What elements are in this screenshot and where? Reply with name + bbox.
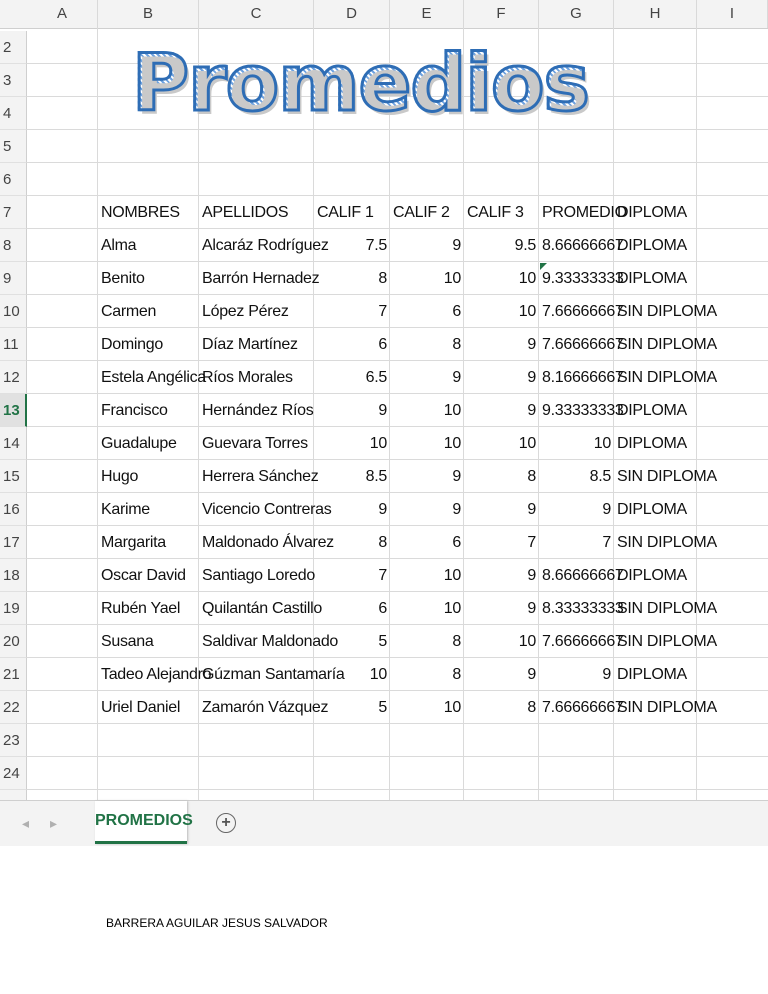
cell-calif-3[interactable]: 9 [527,336,536,353]
cell-calif-3[interactable]: 8 [527,699,536,716]
column-header-g[interactable]: G [539,0,614,28]
row-header-5[interactable]: 5 [0,130,27,163]
cell-nombre[interactable]: Guadalupe [101,435,177,452]
cell-calif-3[interactable]: 9.5 [514,237,536,254]
header-cell-calif-2[interactable]: CALIF 2 [393,204,450,221]
cell-apellido[interactable]: Vicencio Contreras [202,501,332,518]
grid-hline [27,162,768,163]
cell-nombre[interactable]: Benito [101,270,145,287]
row-header-13[interactable]: 13 [0,394,27,427]
cell-nombre[interactable]: Domingo [101,336,163,353]
cell-calif-3[interactable]: 9 [527,402,536,419]
cell-nombre[interactable]: Francisco [101,402,168,419]
cell-diploma[interactable]: SIN DIPLOMA [617,336,717,353]
row-header-22[interactable]: 22 [0,691,27,724]
row-header-11[interactable]: 11 [0,328,27,361]
cell-diploma[interactable]: SIN DIPLOMA [617,534,717,551]
row-header-24[interactable]: 24 [0,757,27,790]
row-header-17[interactable]: 17 [0,526,27,559]
cell-calif-2[interactable]: 8 [452,336,461,353]
title-wordart[interactable] [132,36,589,132]
cell-promedio[interactable]: 8.66666667 [542,237,624,254]
column-header-d[interactable]: D [314,0,390,28]
row-header-23[interactable]: 23 [0,724,27,757]
cell-diploma[interactable]: DIPLOMA [617,435,687,452]
cell-nombre[interactable]: Karime [101,501,150,518]
cell-calif-3[interactable]: 7 [527,534,536,551]
cell-calif-1[interactable]: 5 [378,699,387,716]
row-header-4[interactable]: 4 [0,97,27,130]
cell-calif-2[interactable]: 8 [452,666,461,683]
sheet-tab-promedios[interactable]: PROMEDIOS [95,801,187,844]
cell-calif-1[interactable]: 7 [378,303,387,320]
cell-apellido[interactable]: Alcaráz Rodríguez [202,237,329,254]
header-cell-calif-1[interactable]: CALIF 1 [317,204,374,221]
cell-promedio[interactable]: 9 [602,666,611,683]
cell-calif-3[interactable]: 9 [527,369,536,386]
cell-calif-2[interactable]: 6 [452,303,461,320]
column-header-e[interactable]: E [390,0,464,28]
cell-promedio[interactable]: 8.5 [589,468,611,485]
cell-calif-1[interactable]: 9 [378,402,387,419]
cell-promedio[interactable]: 7.66666667 [542,633,624,650]
cell-nombre[interactable]: Susana [101,633,154,650]
cell-apellido[interactable]: Hernández Ríos [202,402,314,419]
cell-calif-3[interactable]: 10 [518,303,536,320]
cell-nombre[interactable]: Estela Angélica [101,369,206,386]
cell-nombre[interactable]: Margarita [101,534,166,551]
row-header-3[interactable]: 3 [0,64,27,97]
row-header-20[interactable]: 20 [0,625,27,658]
cell-apellido[interactable]: Barrón Hernadez [202,270,320,287]
cell-nombre[interactable]: Carmen [101,303,157,320]
cell-promedio[interactable]: 7 [602,534,611,551]
cell-apellido[interactable]: Zamarón Vázquez [202,699,329,716]
row-header-6[interactable]: 6 [0,163,27,196]
cell-calif-1[interactable]: 10 [369,666,387,683]
cell-calif-3[interactable]: 9 [527,567,536,584]
row-header-21[interactable]: 21 [0,658,27,691]
row-header-15[interactable]: 15 [0,460,27,493]
cell-diploma[interactable]: SIN DIPLOMA [617,699,717,716]
next-sheet-icon[interactable]: ▸ [50,815,58,831]
row-header-8[interactable]: 8 [0,229,27,262]
grid-hline [27,789,768,790]
row-header-2[interactable]: 2 [0,31,27,64]
cell-calif-3[interactable]: 8 [527,468,536,485]
cell-calif-1[interactable]: 6.5 [365,369,387,386]
cell-diploma[interactable]: DIPLOMA [617,402,687,419]
column-header-f[interactable]: F [464,0,539,28]
cell-calif-2[interactable]: 10 [443,600,461,617]
cell-calif-1[interactable]: 8.5 [365,468,387,485]
cell-apellido[interactable]: Guevara Torres [202,435,308,452]
cell-diploma[interactable]: SIN DIPLOMA [617,600,717,617]
cell-promedio[interactable]: 9.33333333 [542,270,624,287]
cell-nombre[interactable]: Alma [101,237,137,254]
column-header-c[interactable]: C [199,0,314,28]
cell-nombre[interactable]: Tadeo Alejandro [101,666,212,683]
cell-calif-1[interactable]: 7.5 [365,237,387,254]
cell-calif-2[interactable]: 6 [452,534,461,551]
column-header-a[interactable]: A [27,0,98,28]
row-header-19[interactable]: 19 [0,592,27,625]
header-cell-nombre[interactable]: NOMBRES [101,204,180,221]
cell-calif-1[interactable]: 8 [378,270,387,287]
cell-promedio[interactable]: 7.66666667 [542,699,624,716]
cell-calif-3[interactable]: 10 [518,270,536,287]
cell-apellido[interactable]: Saldivar Maldonado [202,633,339,650]
cell-calif-3[interactable]: 9 [527,666,536,683]
cell-calif-2[interactable]: 10 [443,435,461,452]
error-indicator-icon[interactable] [540,263,547,270]
cell-promedio[interactable]: 7.66666667 [542,336,624,353]
cell-promedio[interactable]: 8.33333333 [542,600,624,617]
cell-calif-2[interactable]: 9 [452,237,461,254]
cell-promedio[interactable]: 10 [593,435,611,452]
cell-diploma[interactable]: DIPLOMA [617,567,687,584]
cell-nombre[interactable]: Rubén Yael [101,600,181,617]
row-header-9[interactable]: 9 [0,262,27,295]
cell-calif-3[interactable]: 9 [527,600,536,617]
cell-calif-1[interactable]: 9 [378,501,387,518]
cell-nombre[interactable]: Oscar David [101,567,186,584]
cell-diploma[interactable]: SIN DIPLOMA [617,303,717,320]
cell-promedio[interactable]: 9.33333333 [542,402,624,419]
cell-calif-2[interactable]: 9 [452,501,461,518]
cell-calif-1[interactable]: 10 [369,435,387,452]
cell-apellido[interactable]: Ríos Morales [202,369,293,386]
cell-diploma[interactable]: DIPLOMA [617,237,687,254]
cell-calif-2[interactable]: 10 [443,402,461,419]
cell-calif-2[interactable]: 10 [443,699,461,716]
cell-apellido[interactable]: Herrera Sánchez [202,468,319,485]
sheet-tab-bar [0,800,768,846]
header-cell-promedio[interactable]: PROMEDIO [542,204,627,221]
cell-promedio[interactable]: 8.16666667 [542,369,624,386]
cell-apellido[interactable]: Maldonado Álvarez [202,534,334,551]
cell-calif-2[interactable]: 10 [443,270,461,287]
header-cell-apellido[interactable]: APELLIDOS [202,204,289,221]
cell-calif-1[interactable]: 8 [378,534,387,551]
grid-hline [27,756,768,757]
prev-sheet-icon[interactable]: ◂ [22,815,30,831]
column-header-i[interactable]: I [697,0,768,28]
cell-apellido[interactable]: Santiago Loredo [202,567,315,584]
column-header-b[interactable]: B [98,0,199,28]
row-header-12[interactable]: 12 [0,361,27,394]
cell-calif-2[interactable]: 9 [452,468,461,485]
cell-diploma[interactable]: DIPLOMA [617,666,687,683]
cell-calif-2[interactable]: 8 [452,633,461,650]
header-cell-calif-3[interactable]: CALIF 3 [467,204,524,221]
column-header-h[interactable]: H [614,0,697,28]
cell-apellido[interactable]: López Pérez [202,303,289,320]
row-header-10[interactable]: 10 [0,295,27,328]
cell-calif-1[interactable]: 5 [378,633,387,650]
cell-calif-1[interactable]: 6 [378,600,387,617]
cell-calif-2[interactable]: 9 [452,369,461,386]
cell-diploma[interactable]: SIN DIPLOMA [617,369,717,386]
header-cell-diploma[interactable]: DIPLOMA [617,204,687,221]
row-header-7[interactable]: 7 [0,196,27,229]
cell-nombre[interactable]: Hugo [101,468,139,485]
cell-promedio[interactable]: 8.66666667 [542,567,624,584]
cell-calif-3[interactable]: 10 [518,633,536,650]
footer-author: BARRERA AGUILAR JESUS SALVADOR [106,916,328,930]
row-header-14[interactable]: 14 [0,427,27,460]
cell-apellido[interactable]: Quilantán Castillo [202,600,322,617]
title-text: Promedios [132,39,589,129]
cell-calif-1[interactable]: 7 [378,567,387,584]
cell-calif-3[interactable]: 9 [527,501,536,518]
cell-promedio[interactable]: 9 [602,501,611,518]
cell-calif-3[interactable]: 10 [518,435,536,452]
add-sheet-icon[interactable]: + [216,813,236,833]
cell-diploma[interactable]: SIN DIPLOMA [617,468,717,485]
row-header-16[interactable]: 16 [0,493,27,526]
cell-nombre[interactable]: Uriel Daniel [101,699,181,716]
cell-apellido[interactable]: Díaz Martínez [202,336,298,353]
row-header-18[interactable]: 18 [0,559,27,592]
cell-diploma[interactable]: SIN DIPLOMA [617,633,717,650]
cell-calif-1[interactable]: 6 [378,336,387,353]
cell-calif-2[interactable]: 10 [443,567,461,584]
cell-apellido[interactable]: Gúzman Santamaría [202,666,345,683]
cell-diploma[interactable]: DIPLOMA [617,501,687,518]
cell-diploma[interactable]: DIPLOMA [617,270,687,287]
cell-promedio[interactable]: 7.66666667 [542,303,624,320]
